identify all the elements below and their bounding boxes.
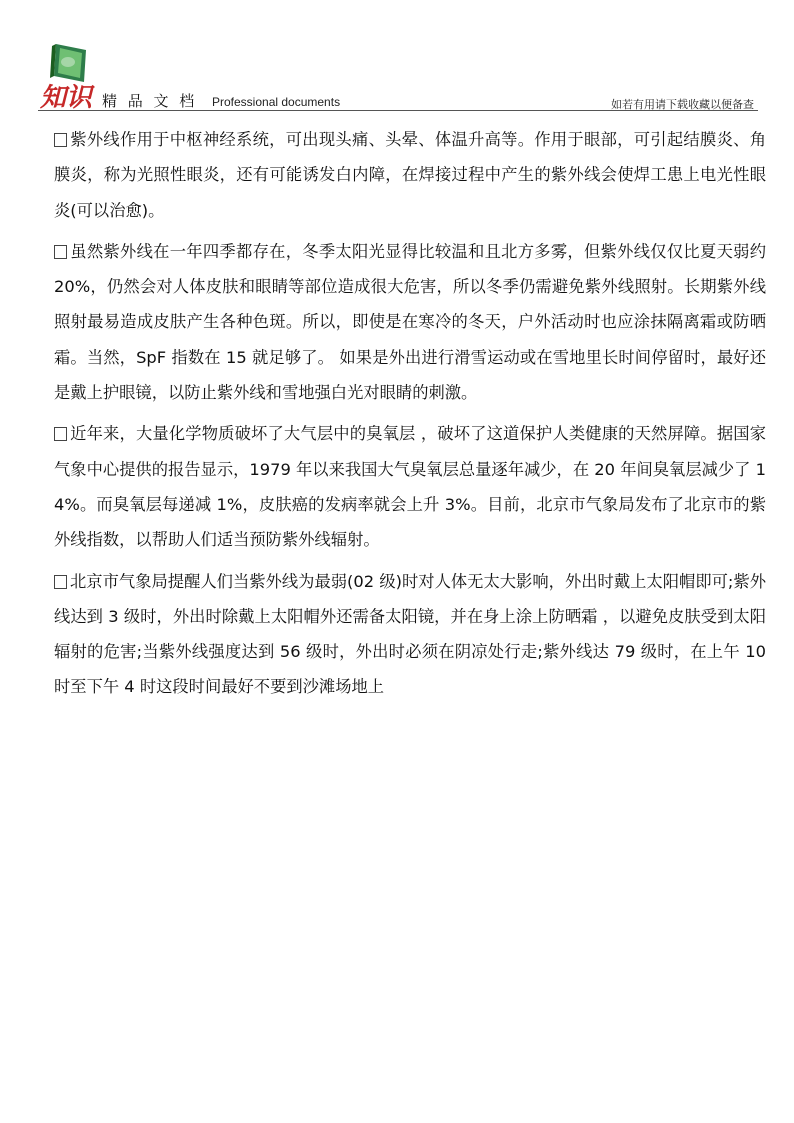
book-logo-icon: [38, 40, 108, 112]
document-body: [54, 122, 766, 711]
paragraph-text: 近年来，大量化学物质破坏了大气层中的臭氧层 ，破坏了这道保护人类健康的天然屏障。据国家气象中心提供的报告显示，1979 年以来我国大气臭氧层总量逐年减少，在 20 年间臭氧层减少了 14%。而臭氧层每递减 1%，皮肤癌的发病率就会上升 3%。目前，北京市气象局发布了北京市的紫外线指数，以帮助人们适当预防紫外线辐射。: [54, 424, 766, 550]
logo-text: 知识: [40, 83, 93, 112]
bullet-box-icon: [54, 133, 67, 147]
paragraph-text: 北京市气象局提醒人们当紫外线为最弱(02 级)时对人体无太大影响，外出时戴上太阳帽即可;紫外线达到 3 级时，外出时除戴上太阳帽外还需备太阳镜，并在身上涂上防晒霜 ，以避免皮肤受到太阳辐射的危害;当紫外线强度达到 56 级时，外出时必须在阴凉处行走;紫外线达 79 级时，在上午 10 时至下午 4 时这段时间最好不要到沙滩场地上: [54, 571, 766, 697]
bullet-box-icon: [54, 575, 67, 589]
paragraph-text: 紫外线作用于中枢神经系统，可出现头痛、头晕、体温升高等。作用于眼部，可引起结膜炎、角膜炎，称为光照性眼炎，还有可能诱发白内障，在焊接过程中产生的紫外线会使焊工患上电光性眼炎(可以治愈)。: [54, 130, 766, 220]
paragraph: [54, 122, 766, 228]
paragraph: [54, 564, 766, 705]
bullet-box-icon: [54, 245, 67, 259]
header-subtitle: Professional documents: [212, 95, 341, 109]
header-title: 精 品 文 档: [102, 92, 198, 110]
bullet-box-icon: [54, 427, 67, 441]
paragraph: [54, 416, 766, 557]
paragraph-text: 虽然紫外线在一年四季都存在，冬季太阳光显得比较温和且北方多雾，但紫外线仅仅比夏天弱约 20%，仍然会对人体皮肤和眼睛等部位造成很大危害，所以冬季仍需避免紫外线照射。长期紫外线照射最易造成皮肤产生各种色斑。所以，即使是在寒冷的冬天，户外活动时也应涂抹隔离霜或防晒霜。当然，SpF 指数在 15 就足够了。 如果是外出进行滑雪运动或在雪地里长时间停留时，最好还是戴上护眼镜，以防止紫外线和雪地强白光对眼睛的刺激。: [54, 241, 766, 403]
paragraph: [54, 234, 766, 410]
header-divider: [38, 110, 758, 111]
page-header: [0, 0, 794, 112]
header-note: 如若有用请下载收藏以便备查: [611, 98, 754, 111]
